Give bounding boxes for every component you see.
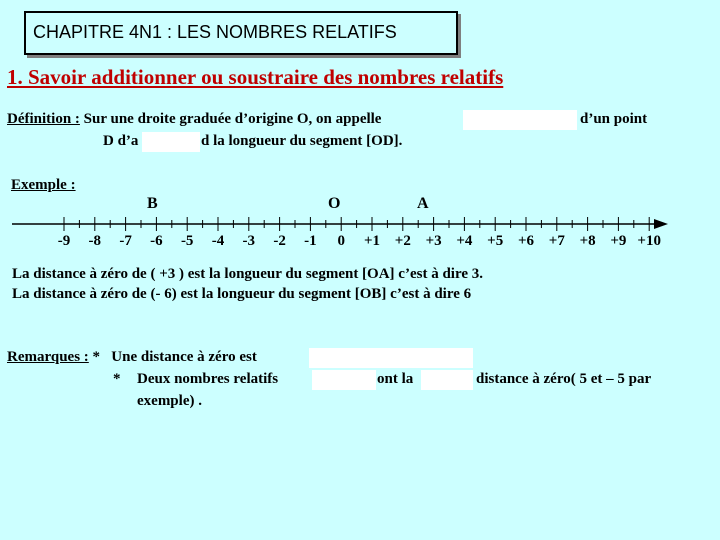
- tick-label: +9: [610, 233, 627, 249]
- bullet1-text: Une distance à zéro est: [111, 349, 257, 365]
- tick-label: +10: [637, 233, 661, 249]
- example-line1: La distance à zéro de ( +3 ) est la longueur du segment [OA] c’est à dire 3.: [12, 266, 483, 282]
- tick-label: -1: [304, 233, 317, 249]
- tick-label: -5: [180, 233, 194, 249]
- hidden-term-mask-4: [312, 370, 376, 390]
- tick-label: +1: [363, 233, 381, 249]
- tick-label: +2: [394, 233, 411, 249]
- remarks-label: Remarques :: [7, 349, 89, 365]
- bullet2-star: *: [113, 371, 121, 387]
- tick-label: 0: [337, 233, 345, 249]
- tick-label: -8: [88, 233, 102, 249]
- chapter-title: CHAPITRE 4N1 : LES NOMBRES RELATIFS: [33, 22, 397, 42]
- tick-label: -7: [119, 233, 132, 249]
- tick-label: +7: [548, 233, 565, 249]
- tick-label: +8: [579, 233, 596, 249]
- remarks-line1: [7, 349, 257, 366]
- tick-label: -3: [242, 233, 256, 249]
- section-title: 1. Savoir additionner ou soustraire des nombres relatifs: [7, 65, 504, 89]
- bullet2-text: Deux nombres relatifs: [137, 371, 279, 387]
- definition-line1-end: d’un point: [580, 111, 648, 127]
- point-label-a: A: [417, 195, 429, 212]
- bullet1-star: *: [92, 349, 101, 365]
- example-line2: La distance à zéro de (- 6) est la longueur du segment [OB] c’est à dire 6: [12, 286, 472, 302]
- bullet2-mid: ont la: [377, 371, 414, 387]
- tick-label: -9: [57, 233, 71, 249]
- tick-label: -6: [150, 233, 163, 249]
- definition-line2-start: D d’a: [103, 133, 139, 149]
- definition-line1: Sur une droite graduée d’origine O, on appelle: [83, 111, 382, 127]
- bullet2-end: distance à zéro( 5 et – 5 par: [476, 371, 652, 387]
- tick-label: +4: [456, 233, 473, 249]
- tick-label: +3: [425, 233, 442, 249]
- tick-label: +5: [487, 233, 504, 249]
- definition-label: Définition :: [7, 111, 80, 127]
- tick-label: -2: [273, 233, 286, 249]
- tick-label: +6: [517, 233, 535, 249]
- hidden-term-mask-5: [421, 370, 473, 390]
- definition-line2-end: d la longueur du segment [OD].: [201, 133, 403, 149]
- hidden-term-mask-3: [309, 348, 473, 368]
- number-line-arrow-icon: [654, 219, 668, 229]
- point-label-b: B: [147, 195, 158, 212]
- example-label: Exemple :: [11, 177, 76, 193]
- point-label-o: O: [328, 195, 341, 212]
- bullet2-line2: exemple) .: [137, 393, 202, 409]
- tick-label: -4: [211, 233, 225, 249]
